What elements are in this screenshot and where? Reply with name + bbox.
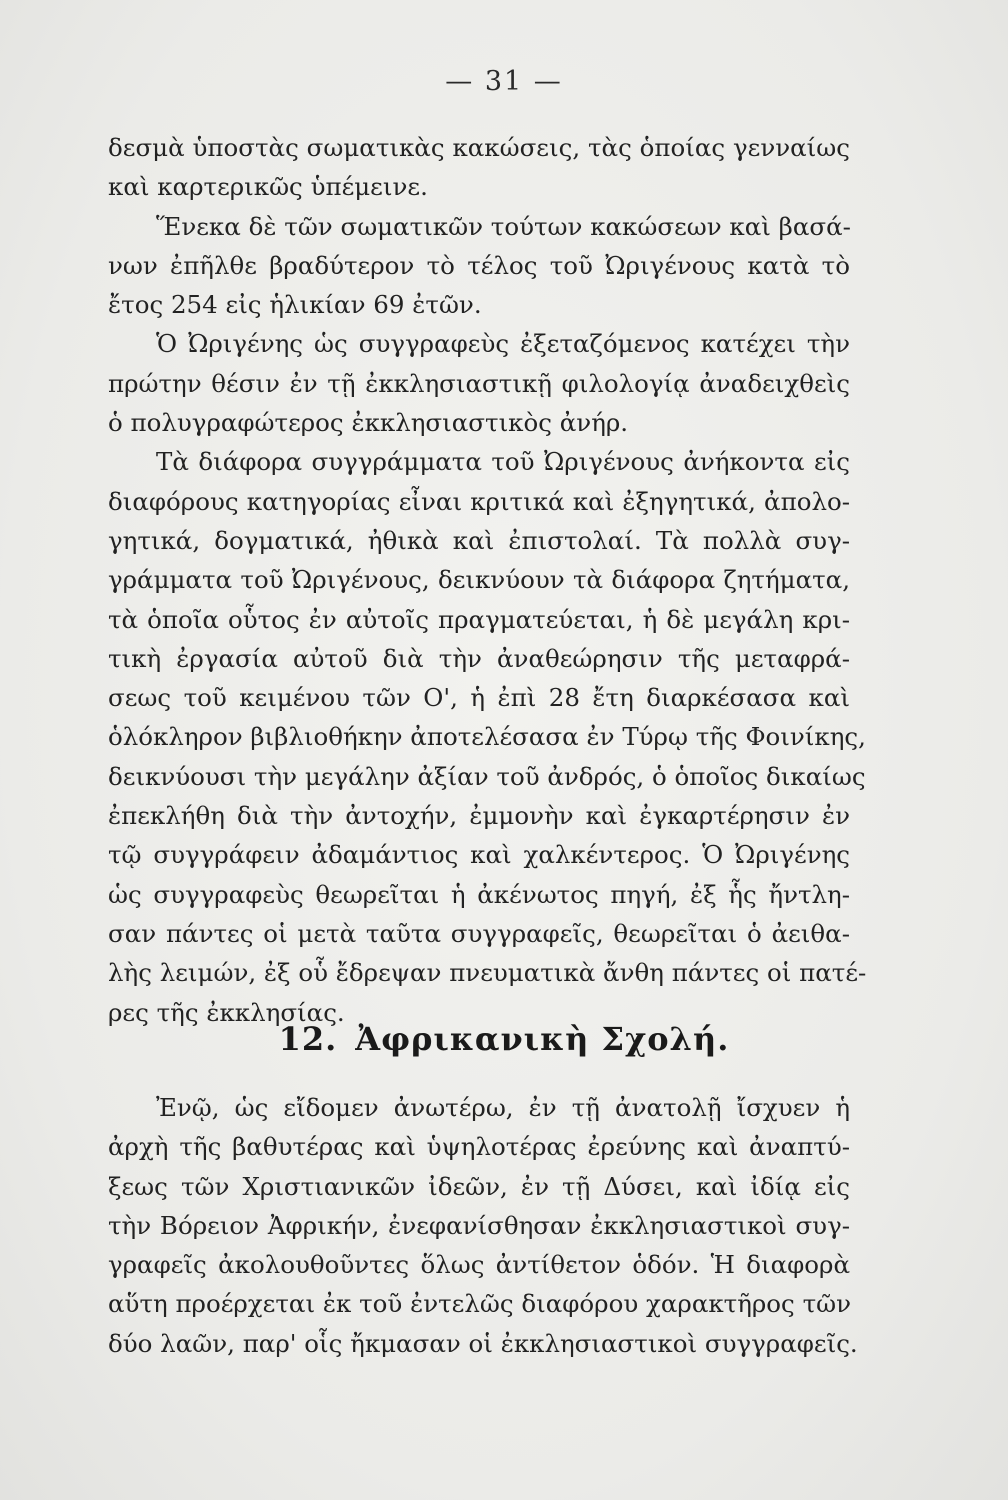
text-line: γραφεῖς ἀκολουθοῦντες ὅλως ἀντίθετον ὁδόν. Ἡ διαφορὰ <box>108 1250 850 1280</box>
text-line: Τὰ διάφορα συγγράμματα τοῦ Ὠριγένους ἀνήκοντα εἰς <box>156 447 850 477</box>
text-line: σεως τοῦ κειμένου τῶν Ο', ἡ ἐπὶ 28 ἔτη διαρκέσασα καὶ <box>108 683 850 713</box>
section-number: 12. <box>278 1020 338 1058</box>
body-text-before-heading <box>108 128 867 1032</box>
text-line: ἀρχὴ τῆς βαθυτέρας καὶ ὑψηλοτέρας ἐρεύνης καὶ ἀναπτύ- <box>108 1132 850 1162</box>
text-line: δεικνύουσι τὴν μεγάλην ἀξίαν τοῦ ἀνδρός, ὁ ὁποῖος δικαίως <box>108 761 866 791</box>
text-line: ἐπεκλήθη διὰ τὴν ἀντοχήν, ἐμμονὴν καὶ ἐγκαρτέρησιν ἐν <box>108 801 850 831</box>
text-line: διαφόρους κατηγορίας εἶναι κριτικά καὶ ἐξηγητικά, ἀπολο- <box>108 486 850 516</box>
text-line: τὰ ὁποῖα οὗτος ἐν αὐτοῖς πραγματεύεται, ἡ δὲ μεγάλη κρι- <box>108 604 850 634</box>
page-number: — 31 — <box>445 66 563 97</box>
text-line: δύο λαῶν, παρ' οἷς ἤκμασαν οἱ ἐκκλησιαστικοὶ συγγραφεῖς. <box>108 1328 858 1358</box>
text-line: ἔτος 254 εἰς ἡλικίαν 69 ἐτῶν. <box>108 290 482 320</box>
text-line: ξεως τῶν Χριστιανικῶν ἰδεῶν, ἐν τῇ Δύσει, καὶ ἰδίᾳ εἰς <box>108 1171 850 1201</box>
text-line: τὴν Βόρειον Ἀφρικήν, ἐνεφανίσθησαν ἐκκλησιαστικοὶ συγ- <box>108 1210 850 1240</box>
body-text-after-heading <box>108 1088 858 1363</box>
text-line: ὁλόκληρον βιβλιοθήκην ἀποτελέσασα ἐν Τύρῳ τῆς Φοινίκης, <box>108 722 866 752</box>
text-line: Ἕνεκα δὲ τῶν σωματικῶν τούτων κακώσεων καὶ βασά- <box>156 211 851 241</box>
text-line: ὡς συγγραφεὺς θεωρεῖται ἡ ἀκένωτος πηγή, ἐξ ἧς ἤντλη- <box>108 879 850 909</box>
text-line: γητικά, δογματικά, ἠθικὰ καὶ ἐπιστολαί. Τὰ πολλὰ συγ- <box>108 525 850 555</box>
text-line: γράμματα τοῦ Ὠριγένους, δεικνύουν τὰ διάφορα ζητήματα, <box>108 565 850 595</box>
section-title: Ἀφρικανικὴ Σχολή. <box>355 1020 730 1058</box>
text-line: Ἐνῷ, ὡς εἴδομεν ἀνωτέρω, ἐν τῇ ἀνατολῇ ἴσχυεν ἡ <box>156 1093 850 1122</box>
section-heading <box>0 1020 1008 1058</box>
text-line: πρώτην θέσιν ἐν τῇ ἐκκλησιαστικῇ φιλολογίᾳ ἀναδειχθεὶς <box>108 368 850 398</box>
text-line: σαν πάντες οἱ μετὰ ταῦτα συγγραφεῖς, θεωρεῖται ὁ ἀειθα- <box>108 918 850 948</box>
text-line: τῷ συγγράφειν ἀδαμάντιος καὶ χαλκέντερος. Ὁ Ὠριγένης <box>108 840 850 870</box>
text-line: καὶ καρτερικῶς ὑπέμεινε. <box>108 172 428 202</box>
text-line: αὕτη προέρχεται ἐκ τοῦ ἐντελῶς διαφόρου χαρακτῆρος τῶν <box>108 1289 851 1319</box>
text-line: δεσμὰ ὑποστὰς σωματικὰς κακώσεις, τὰς ὁποίας γενναίως <box>108 133 850 162</box>
text-line: νων ἐπῆλθε βραδύτερον τὸ τέλος τοῦ Ὠριγένους κατὰ τὸ <box>108 250 850 280</box>
text-line: λὴς λειμών, ἐξ οὗ ἔδρεψαν πνευματικὰ ἄνθη πάντες οἱ πατέ- <box>108 958 867 988</box>
text-line: Ὁ Ὠριγένης ὡς συγγραφεὺς ἐξεταζόμενος κατέχει τὴν <box>156 329 850 359</box>
text-line: τικὴ ἐργασία αὐτοῦ διὰ τὴν ἀναθεώρησιν τῆς μεταφρά- <box>108 643 850 673</box>
text-line: ρες τῆς ἐκκλησίας. <box>108 997 345 1027</box>
text-line: ὁ πολυγραφώτερος ἐκκλησιαστικὸς ἀνήρ. <box>108 408 629 438</box>
